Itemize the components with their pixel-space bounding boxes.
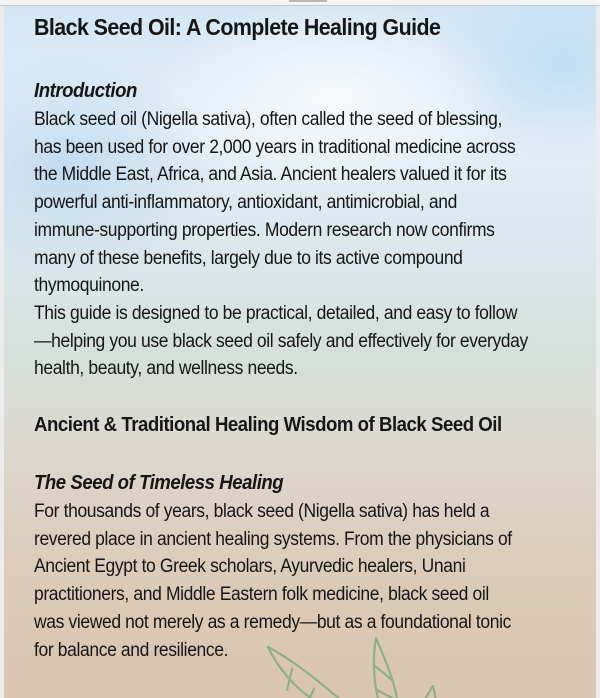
- text-line: revered place in ancient healing systems. From the physicians of: [34, 528, 512, 550]
- text-line: This guide is designed to be practical, detailed, and easy to follow: [34, 303, 518, 324]
- text-line: many of these benefits, largely due to its active compound: [34, 247, 463, 269]
- intro-paragraph-2: [34, 300, 572, 383]
- text-line: Ancient Egypt to Greek scholars, Ayurvedic healers, Unani: [34, 556, 466, 578]
- section-heading-introduction: Introduction: [34, 80, 137, 102]
- document-page: [4, 6, 596, 698]
- text-line: powerful anti-inflammatory, antioxidant, antimicrobial, and: [34, 192, 457, 214]
- document-title: Black Seed Oil: A Complete Healing Guide: [34, 14, 441, 40]
- text-line: —helping you use black seed oil safely and effectively for everyday: [34, 330, 528, 352]
- section-heading-timeless-healing: The Seed of Timeless Healing: [34, 472, 284, 494]
- intro-paragraph-1: [34, 106, 572, 300]
- timeless-healing-paragraph: [34, 498, 572, 664]
- text-line: immune-supporting properties. Modern research now confirms: [34, 219, 495, 241]
- text-line: was viewed not merely as a remedy—but as a foundational tonic: [34, 611, 511, 633]
- text-line: health, beauty, and wellness needs.: [34, 358, 298, 380]
- text-line: practitioners, and Middle Eastern folk medicine, black seed oil: [34, 584, 489, 606]
- scroll-handle[interactable]: [289, 0, 327, 2]
- text-line: Black seed oil (Nigella sativa), often called the seed of blessing,: [34, 109, 502, 130]
- text-line: For thousands of years, black seed (Nigella sativa) has held a: [34, 501, 490, 522]
- text-line: has been used for over 2,000 years in traditional medicine across: [34, 136, 516, 158]
- text-line: the Middle East, Africa, and Asia. Ancient healers valued it for its: [34, 164, 507, 186]
- text-line: for balance and resilience.: [34, 639, 229, 661]
- text-line: thymoquinone.: [34, 275, 144, 297]
- chapter-heading: Ancient & Traditional Healing Wisdom of Black Seed Oil: [34, 414, 502, 436]
